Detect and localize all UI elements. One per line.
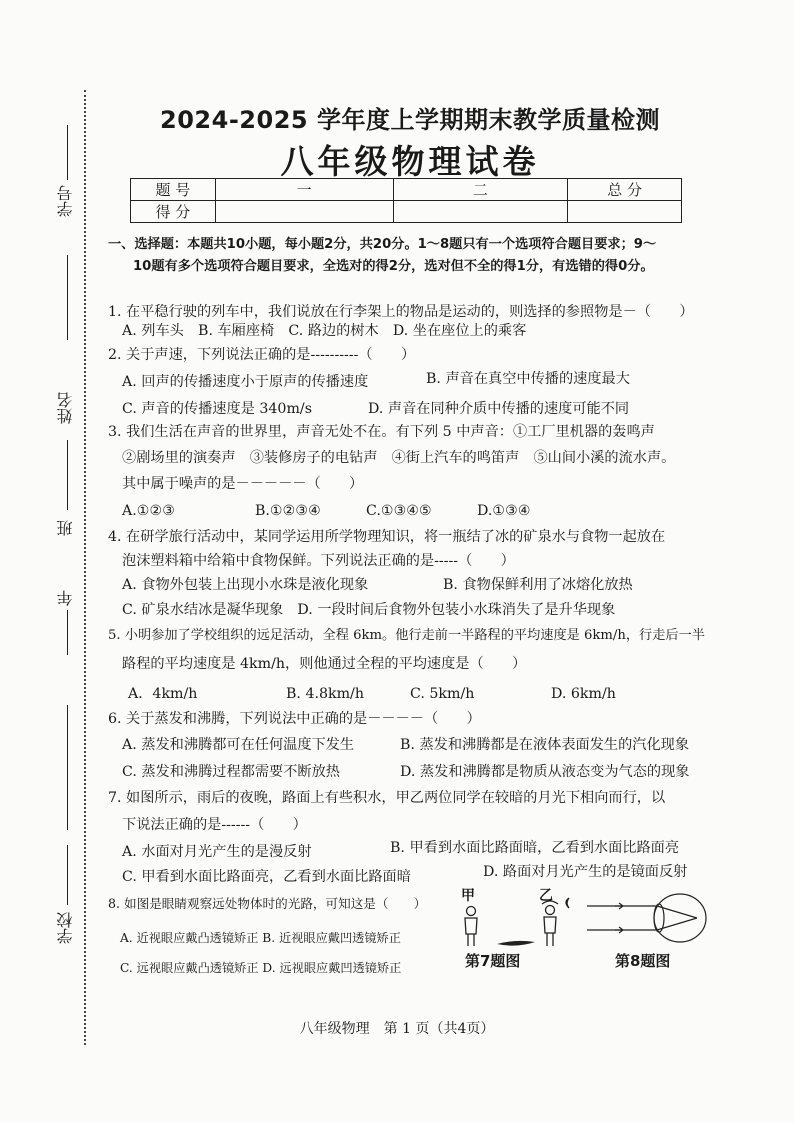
grade-label: 年 bbox=[56, 590, 75, 606]
question-2-option-b: B. 声音在真空中传播的速度最大 bbox=[426, 371, 630, 387]
figure-7-label-yi: 乙 bbox=[539, 888, 553, 904]
question-4-option-c-d: C. 矿泉水结冰是凝华现象 D. 一段时间后食物外包装小水珠消失了是升华现象 bbox=[122, 602, 616, 618]
question-6-option-a: A. 蒸发和沸腾都可在任何温度下发生 bbox=[122, 737, 355, 753]
score-table-col2: 二 bbox=[393, 179, 568, 201]
question-7-option-b: B. 甲看到水面比路面暗，乙看到水面比路面亮 bbox=[390, 840, 680, 856]
question-3-line1: 3. 我们生活在声音的世界里，声音无处不在。有下列 5 中声音：①工厂里机器的轰鸣声 bbox=[108, 424, 655, 440]
question-3-line2: ②剧场里的演奏声 ③装修房子的电钻声 ④街上汽车的鸣笛声 ⑤山间小溪的流水声。 bbox=[122, 450, 676, 466]
question-6-option-d: D. 蒸发和沸腾都是物质从液态变为气态的现象 bbox=[400, 764, 690, 780]
exam-title: 2024-2025 学年度上学期期末教学质量检测 bbox=[160, 106, 660, 134]
question-5-line1: 5. 小明参加了学校组织的远足活动，全程 6km。他行走前一半路程的平均速度是 6km/h，行走后一半 bbox=[108, 628, 705, 643]
question-5-option-a: A．4km/h bbox=[128, 686, 198, 702]
score-table-col1: 一 bbox=[215, 179, 393, 201]
page-footer: 八年级物理 第 1 页（共4页） bbox=[299, 1021, 495, 1037]
question-6-option-c: C. 蒸发和沸腾过程都需要不断放热 bbox=[122, 764, 340, 780]
question-5-option-d: D. 6km/h bbox=[551, 686, 616, 702]
score-table-header-label: 题 号 bbox=[131, 179, 216, 201]
question-7-option-a: A. 水面对月光产生的是漫反射 bbox=[122, 844, 312, 860]
name-label: 姓名 bbox=[56, 392, 75, 424]
question-5-option-c: C. 5km/h bbox=[410, 686, 475, 702]
section-1-line2: 10题有多个选项符合题目要求，全选对的得2分，选对但不全的得1分，有选错的得0分。 bbox=[133, 259, 654, 274]
binding-dotted-line bbox=[84, 90, 86, 1045]
figure-7-label-jia: 甲 bbox=[461, 888, 475, 904]
school-field-upper[interactable] bbox=[67, 705, 68, 830]
school-field[interactable] bbox=[67, 845, 68, 905]
figure-8-caption: 第8题图 bbox=[615, 952, 671, 970]
question-4-line2: 泡沫塑料箱中给箱中食物保鲜。下列说法正确的是-----（ ） bbox=[122, 553, 515, 569]
figure-8-diagram bbox=[585, 888, 715, 948]
question-2-option-c: C. 声音的传播速度是 340m/s bbox=[122, 401, 312, 417]
score-cell-2[interactable] bbox=[393, 201, 568, 223]
question-2: 2. 关于声速，下列说法正确的是----------（ ） bbox=[108, 347, 416, 363]
question-1: 1. 在平稳行驶的列车中，我们说放在行李架上的物品是运动的，则选择的参照物是－（ ） bbox=[108, 304, 694, 320]
question-8-options-c-d: C. 远视眼应戴凸透镜矫正 D. 远视眼应戴凹透镜矫正 bbox=[120, 961, 402, 975]
figure-7-caption: 第7题图 bbox=[465, 952, 521, 970]
question-3-line3: 其中属于噪声的是－－－－－（ ） bbox=[122, 476, 364, 492]
question-8: 8. 如图是眼睛观察远处物体时的光路，可知这是（ ） bbox=[108, 896, 427, 911]
question-3-option-b: B.①②③④ bbox=[255, 503, 321, 519]
question-4-option-a: A. 食物外包装上出现小水珠是液化现象 bbox=[122, 577, 369, 593]
question-7-option-d: D. 路面对月光产生的是镜面反射 bbox=[483, 864, 688, 880]
score-cell-total[interactable] bbox=[568, 201, 682, 223]
class-label: 班 bbox=[56, 520, 75, 536]
question-7-line1: 7. 如图所示，雨后的夜晚，路面上有些积水，甲乙两位同学在较暗的月光下相向而行，以 bbox=[108, 790, 666, 806]
score-cell-1[interactable] bbox=[215, 201, 393, 223]
question-2-option-a: A. 回声的传播速度小于原声的传播速度 bbox=[122, 374, 369, 390]
question-3-option-a: A.①②③ bbox=[122, 503, 175, 519]
question-3-option-d: D.①③④ bbox=[477, 503, 531, 519]
student-no-field[interactable] bbox=[67, 125, 68, 180]
question-5-line2: 路程的平均速度是 4km/h，则他通过全程的平均速度是（ ） bbox=[122, 656, 527, 672]
student-no-label: 学号 bbox=[56, 185, 75, 217]
exam-subtitle: 八年级物理试卷 bbox=[280, 142, 540, 181]
question-6: 6. 关于蒸发和沸腾，下列说法中正确的是－－－－（ ） bbox=[108, 711, 481, 727]
binding-margin bbox=[0, 0, 100, 1123]
school-label: 学校 bbox=[56, 912, 75, 944]
question-7-option-c: C. 甲看到水面比路面亮，乙看到水面比路面暗 bbox=[122, 869, 411, 885]
question-6-option-b: B. 蒸发和沸腾都是在液体表面发生的汽化现象 bbox=[400, 737, 690, 753]
score-table bbox=[130, 178, 682, 223]
question-8-options-a-b: A. 近视眼应戴凸透镜矫正 B. 近视眼应戴凹透镜矫正 bbox=[120, 931, 401, 945]
question-2-option-d: D. 声音在同种介质中传播的速度可能不同 bbox=[368, 401, 630, 417]
question-5-option-b: B. 4.8km/h bbox=[286, 686, 364, 702]
figures-area bbox=[455, 888, 715, 978]
question-4-option-b: B. 食物保鲜利用了冰熔化放热 bbox=[443, 577, 633, 593]
name-field[interactable] bbox=[67, 255, 68, 340]
section-1-instructions bbox=[108, 234, 728, 278]
question-4-line1: 4. 在研学旅行活动中，某同学运用所学物理知识，将一瓶结了冰的矿泉水与食物一起放在 bbox=[108, 529, 666, 545]
question-1-options: A. 列车头 B. 车厢座椅 C. 路边的树木 D. 坐在座位上的乘客 bbox=[122, 323, 527, 339]
question-7-line2: 下说法正确的是------（ ） bbox=[122, 817, 307, 833]
puddle-shape bbox=[497, 941, 535, 946]
grade-field[interactable] bbox=[67, 610, 68, 655]
class-field[interactable] bbox=[67, 440, 68, 510]
score-table-total: 总 分 bbox=[568, 179, 682, 201]
question-3-option-c: C.①③④⑤ bbox=[366, 503, 432, 519]
section-1-line1: 一、选择题：本题共10小题，每小题2分，共20分。1～8题只有一个选项符合题目要求；9～ bbox=[108, 237, 657, 252]
score-table-score-label: 得 分 bbox=[131, 201, 216, 223]
